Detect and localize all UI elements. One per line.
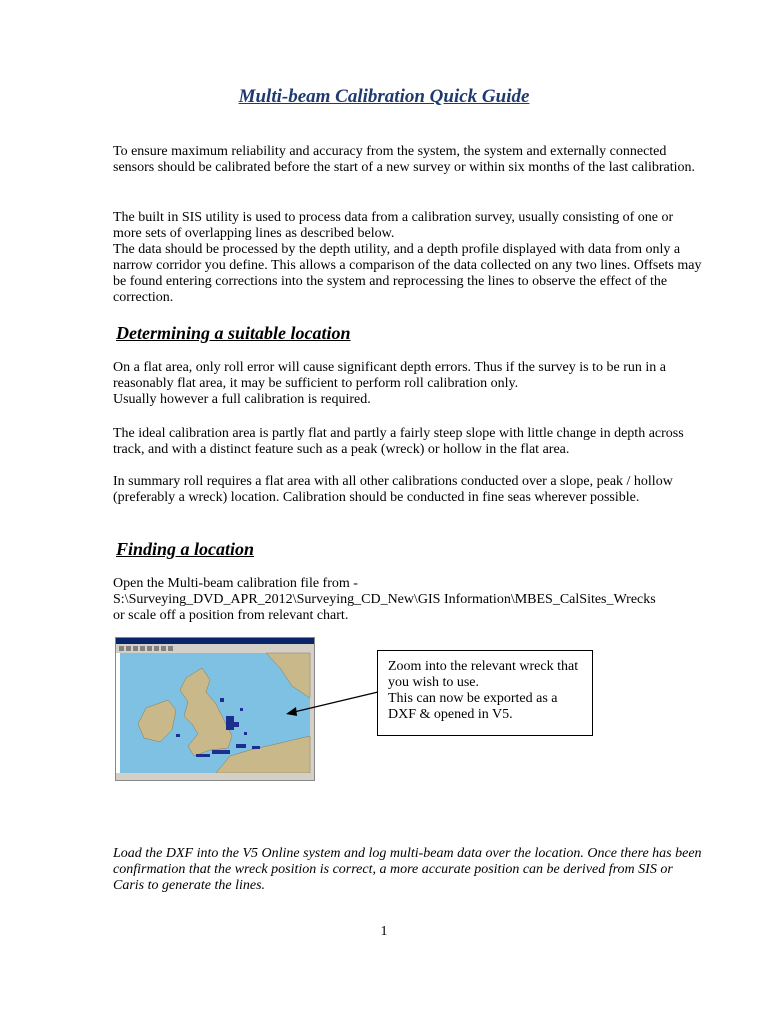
page-number: 1 bbox=[380, 924, 388, 939]
closing-paragraph: Load the DXF into the V5 Online system and log multi-beam data over the location. Once there has been confirmation that the wreck position is correct, a more accurate position can be derived from SIS or Caris to generate the lines. bbox=[113, 846, 702, 893]
callout-line-1: Zoom into the relevant wreck that you wish to use. bbox=[388, 659, 579, 690]
section2-paragraph-1-line-3: or scale off a position from relevant chart. bbox=[113, 608, 349, 623]
section-heading-location: Determining a suitable location bbox=[116, 323, 351, 343]
section1-paragraph-3: In summary roll requires a flat area with all other calibrations conducted over a slope, peak / hollow (preferably a wreck) location. Calibration should be conducted in fine seas wherever possible. bbox=[113, 474, 673, 505]
section-heading-finding: Finding a location bbox=[116, 539, 255, 559]
section2-paragraph-1-line-2: S:\Surveying_DVD_APR_2012\Surveying_CD_New\GIS Information\MBES_CalSites_Wrecks bbox=[113, 592, 656, 607]
section1-paragraph-1-line-1: On a flat area, only roll error will cause significant depth errors. Thus if the survey is to be run in a reasonably flat area, it may be sufficient to perform roll calibration only. bbox=[113, 360, 666, 391]
intro-paragraph-1: To ensure maximum reliability and accuracy from the system, the system and externally connected sensors should be calibrated before the start of a new survey or within six months of the last calibration. bbox=[113, 144, 696, 175]
intro-paragraph-2 bbox=[113, 210, 703, 306]
callout-box bbox=[377, 650, 593, 736]
section1-paragraph-2: The ideal calibration area is partly flat and partly a fairly steep slope with little change in depth across track, and with a distinct feature such as a peak (wreck) or hollow in the flat area. bbox=[113, 426, 684, 457]
section1-paragraph-1 bbox=[113, 360, 703, 408]
section1-paragraph-1-line-2: Usually however a full calibration is required. bbox=[113, 392, 371, 407]
intro-paragraph-2-line-1: The built in SIS utility is used to process data from a calibration survey, usually consisting of one or more sets of overlapping lines as described below. bbox=[113, 210, 674, 241]
arrow-icon bbox=[280, 690, 380, 720]
intro-paragraph-2-line-2: The data should be processed by the depth utility, and a depth profile displayed with data from only a narrow corridor you define. This allows a comparison of the data collected on any two lines. Offsets may be found entering corrections into the system and reprocessing the lines to observe the effect of the correction. bbox=[113, 242, 702, 305]
section2-paragraph-1-line-1: Open the Multi-beam calibration file from - bbox=[113, 576, 358, 591]
section2-paragraph-1 bbox=[113, 576, 703, 624]
page-title: Multi-beam Calibration Quick Guide bbox=[238, 86, 530, 107]
callout-line-2: This can now be exported as a DXF & opened in V5. bbox=[388, 691, 558, 722]
